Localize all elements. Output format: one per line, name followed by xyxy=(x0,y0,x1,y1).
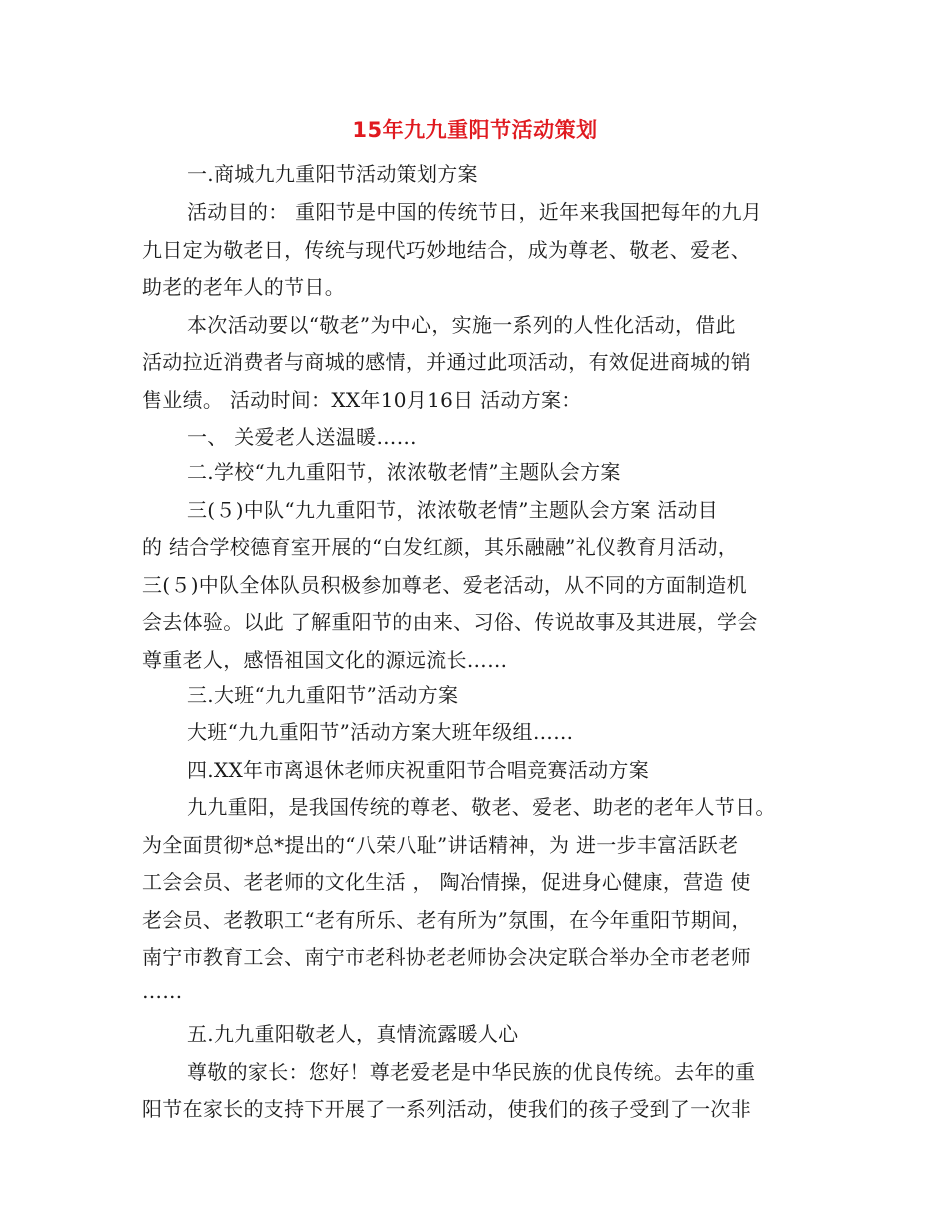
paragraph-line: 老会员、老教职工“老有所乐、老有所为”氛围，在今年重阳节期间， xyxy=(142,908,752,932)
paragraph-line: 活动目的： 重阳节是中国的传统节日，近年来我国把每年的九月 xyxy=(187,200,763,224)
paragraph-line: …… xyxy=(142,979,183,1003)
paragraph-line: 活动拉近消费者与商城的感情，并通过此项活动，有效促进商城的销 xyxy=(142,350,751,374)
heading-section-5: 五.九九重阳敬老人，真情流露暖人心 xyxy=(187,1022,519,1046)
paragraph-line: 尊敬的家长：您好！尊老爱老是中华民族的优良传统。去年的重 xyxy=(187,1060,756,1084)
paragraph-line: 售业绩。 活动时间：XX年10月16日 活动方案： xyxy=(142,388,582,412)
heading-section-4: 四.XX年市离退休老师庆祝重阳节合唱竞赛活动方案 xyxy=(187,758,650,782)
paragraph-line: 大班“九九重阳节”活动方案大班年级组…… xyxy=(187,720,574,744)
heading-section-1: 一.商城九九重阳节活动策划方案 xyxy=(187,162,478,186)
paragraph-line: 会去体验。以此 了解重阳节的由来、习俗、传说故事及其进展，学会 xyxy=(142,610,758,634)
paragraph-line: 一、 关爱老人送温暖…… xyxy=(187,425,417,449)
paragraph-line: 的 结合学校德育室开展的“白发红颜，其乐融融”礼仪教育月活动， xyxy=(142,535,739,559)
paragraph-line: 阳节在家长的支持下开展了一系列活动，使我们的孩子受到了一次非 xyxy=(142,1097,751,1121)
document-title: 15年九九重阳节活动策划 xyxy=(352,118,598,142)
paragraph-line: 三(５)中队全体队员积极参加尊老、爱老活动，从不同的方面制造机 xyxy=(142,573,747,597)
paragraph-line: 为全面贯彻*总*提出的“八荣八耻”讲话精神，为 进一步丰富活跃老 xyxy=(142,833,739,857)
paragraph-line: 本次活动要以“敬老”为中心，实施一系列的人性化活动，借此 xyxy=(187,313,736,337)
paragraph-line: 九日定为敬老日，传统与现代巧妙地结合，成为尊老、敬老、爱老、 xyxy=(142,238,751,262)
paragraph-line: 三(５)中队“九九重阳节，浓浓敬老情”主题队会方案 活动目 xyxy=(187,498,719,522)
paragraph-line: 尊重老人，感悟祖国文化的源远流长…… xyxy=(142,648,508,672)
paragraph-line: 助老的老年人的节日。 xyxy=(142,275,345,299)
heading-section-2: 二.学校“九九重阳节，浓浓敬老情”主题队会方案 xyxy=(187,460,621,484)
paragraph-line: 南宁市教育工会、南宁市老科协老老师协会决定联合举办全市老老师 xyxy=(142,945,751,969)
paragraph-line: 工会会员、老老师的文化生活 ， 陶冶情操，促进身心健康，营造 使 xyxy=(142,870,751,894)
heading-section-3: 三.大班“九九重阳节”活动方案 xyxy=(187,683,459,707)
paragraph-line: 九九重阳，是我国传统的尊老、敬老、爱老、助老的老年人节日。 xyxy=(187,795,776,819)
